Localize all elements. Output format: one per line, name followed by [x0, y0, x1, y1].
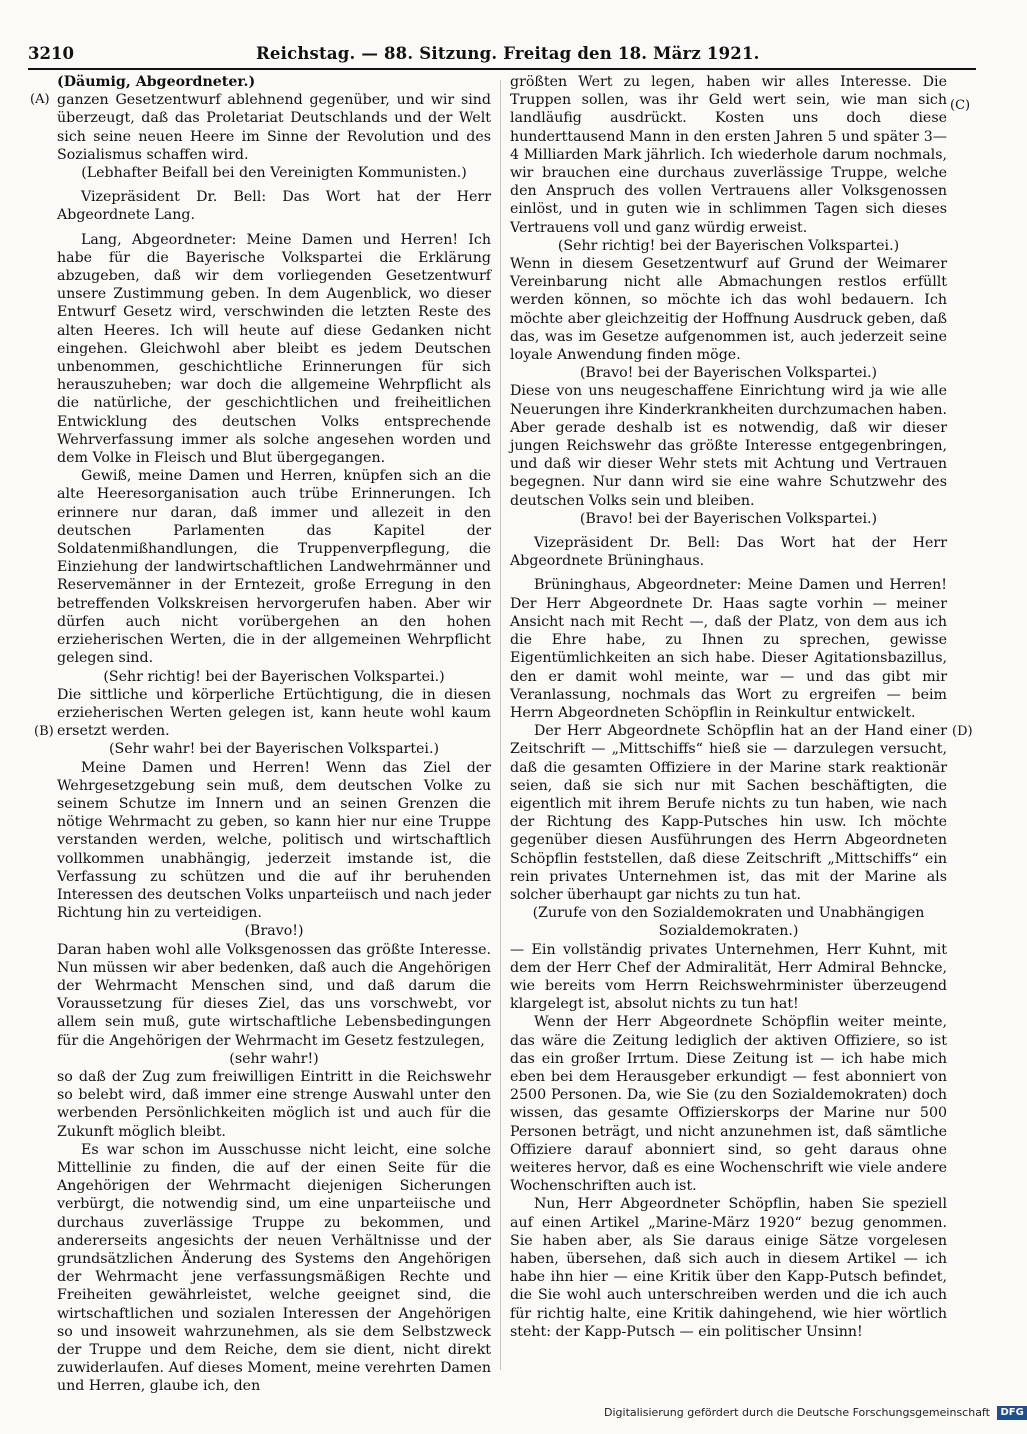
page-number: 3210 — [28, 44, 74, 63]
paragraph: Nun, Herr Abgeordneter Schöpflin, haben Sie speziell auf einen Artikel „Marine-März 1920“ bezug genommen. Sie haben aber, als Sie daraus einige Sätze vorgelesen haben, übersehen, daß sich auch in diesem Artikel — ich habe ihn hier — eine Kritik über den Kapp-Putsch befindet, die Sie wohl auch unterschreiben werden und die ich auch für richtig halte, eine Kritik dahingehend, wie hier wörtlich steht: der Kapp-Putsch — ein politischer Unsinn! — [510, 1196, 947, 1340]
dfg-logo: DFG — [997, 1406, 1026, 1420]
margin-mark-b: (B) — [34, 724, 54, 739]
interjection: (Bravo!) — [244, 923, 304, 940]
margin-mark-d: (D) — [952, 724, 973, 739]
margin-mark-a: (A) — [30, 92, 50, 107]
paragraph: Es war schon im Ausschusse nicht leicht, eine solche Mittellinie zu finden, die auf der einen Seite für die Angehörigen der Wehrmacht diejenigen Sicherungen verbürgt, die notwendig sind, um eine unparteiische und durchaus zuverlässige Truppe zu bekommen, und andererseits angesichts der neuen Verhältnisse und der grundsätzlichen Änderung des Systems den Angehörigen der Wehrmacht jene verfassungsmäßigen Rechte und Freiheiten gewährleistet, welche geeignet sind, die wirtschaftlichen und sozialen Interessen der Angehörigen so und insoweit wahrzunehmen, als sie dem Selbstzweck der Truppe und dem Reiche, dem sie dient, nicht direkt zuwiderlaufen. Auf dieses Moment, meine verehrten Damen und Herren, glaube ich, den — [57, 1141, 491, 1395]
interjection: (Bravo! bei der Bayerischen Volkspartei.) — [579, 510, 878, 527]
column-divider — [500, 80, 501, 1370]
interjection: (Sehr wahr! bei der Bayerischen Volkspartei.) — [108, 741, 440, 758]
interjection: (Sehr richtig! bei der Bayerischen Volkspartei.) — [557, 237, 900, 254]
paragraph: Wenn in diesem Gesetzentwurf auf Grund der Weimarer Vereinbarung nicht alle Abmachungen restlos erfüllt werden können, so möchte ich das wohl bedauern. Ich möchte aber gleichzeitig der Hoffnung Ausdruck geben, daß das, was im Gesetze aufgenommen ist, auch jederzeit seine loyale Anwendung finden möge. — [510, 256, 947, 364]
paragraph: Der Herr Abgeordnete Schöpflin hat an der Hand einer Zeitschrift — „Mittschiffs“ hieß sie — darzulegen versucht, daß die gesamten Offiziere in der Marine stark reaktionär seien, daß sie sich nur mit Sachen beschäftigten, die eigentlich mit ihrem Berufe nichts zu tun haben, wie nach der Richtung des Kapp-Putsches hin usw. Ich möchte gegenüber diesen Ausführungen des Herrn Abgeordneten Schöpflin feststellen, daß diese Zeitschrift „Mittschiffs“ ein rein privates Unternehmen ist, das mit der Marine als solcher überhaupt gar nichts zu tun hat. — [510, 723, 947, 903]
paragraph: Vizepräsident Dr. Bell: Das Wort hat der Herr Abgeordnete Lang. — [57, 189, 491, 224]
paragraph: ganzen Gesetzentwurf ablehnend gegenüber, und wir sind überzeugt, daß das Proletariat Deutschlands und der Welt sich seine neuen Heere im Sinne der Revolution und des Sozialismus schaffen wird. — [57, 92, 491, 163]
paragraph: Die sittliche und körperliche Ertüchtigung, die in diesen erzieherischen Werten gelegen ist, kann heute wohl kaum ersetzt werden. — [57, 686, 491, 740]
paragraph: Vizepräsident Dr. Bell: Das Wort hat der Herr Abgeordnete Brüninghaus. — [510, 535, 947, 570]
paragraph: — Ein vollständig privates Unternehmen, Herr Kuhnt, mit dem der Herr Chef der Admiralität, Herr Admiral Behncke, wie bereits vom Herrn Reichswehrminister überzeugend klargelegt ist, absolut nichts zu tun hat! — [510, 941, 947, 1013]
interjection: (Sehr richtig! bei der Bayerischen Volkspartei.) — [103, 668, 445, 685]
digitization-footer — [604, 1406, 1024, 1426]
interjection: (Zurufe von den Sozialdemokraten und Unabhängigen Sozialdemokraten.) — [532, 905, 925, 940]
paragraph: Daran haben wohl alle Volksgenossen das größte Interesse. Nun müssen wir aber bedenken, daß auch die Angehörigen der Wehrmacht Menschen sind, und daß darum die Voraussetzung für dieses Ziel, das uns vorschwebt, vor allem sein muß, gute wirtschaftliche Lebensbedingungen für die Angehörigen der Wehrmacht im Gesetz festzulegen, — [57, 941, 491, 1049]
running-title: Reichstag. — 88. Sitzung. Freitag den 18. März 1921. — [256, 44, 760, 63]
paragraph: größten Wert zu legen, haben wir alles Interesse. Die Truppen sollen, was ihr Geld wert sein, wie man sich landläufig ausdrückt. Kosten uns doch diese hunderttausend Mann in den ersten Jahren 5 und später 3—4 Milliarden Mark jährlich. Ich wiederhole darum nochmals, wir brauchen eine durchaus zuverlässige Truppe, welche den Anspruch des vollen Vertrauens aller Volksgenossen einlöst, und in guten wie in schlimmen Tagen sich dieses Vertrauens voll und ganz würdig erweist. — [510, 74, 947, 236]
paragraph: Wenn der Herr Abgeordnete Schöpflin weiter meinte, das wäre die Zeitung lediglich der aktiven Offiziere, so ist das ein großer Irrtum. Diese Zeitung ist — ich habe mich eben bei dem Herausgeber erkundigt — fest abonniert von 2500 Personen. Da, wie Sie (zu den Sozialdemokraten) doch wissen, das gesamte Offizierskorps der Marine nur 500 Personen beträgt, und nicht anzunehmen ist, daß sämtliche Offiziere darauf abonniert sind, so geht daraus ohne weiteres hervor, daß es eine Wochenschrift wie viele andere Wochenschriften auch ist. — [510, 1014, 947, 1195]
left-column — [57, 73, 491, 1395]
page-header — [28, 42, 973, 68]
header-rule — [28, 68, 976, 70]
paragraph: Lang, Abgeordneter: Meine Damen und Herren! Ich habe für die Bayerische Volkspartei die Erklärung abzugeben, daß wir dem vorliegenden Gesetzentwurf unsere Zustimmung geben. In dem Augenblick, wo dieser Entwurf Gesetz wird, verschwinden die letzten Reste des alten Heeres. Ich will heute auf diese Gedanken nicht eingehen. Gleichwohl aber bleibt es jedem Deutschen unbenommen, geschichtliche Erinnerungen für sich herauszuheben; war doch die allgemeine Wehrpflicht als die natürliche, der geschichtlichen und freiheitlichen Entwicklung des deutschen Volks entsprechende Wehrverfassung immer als solche angesehen worden und dem Volke in Fleisch und Blut übergegangen. — [57, 231, 491, 467]
interjection: (Lebhafter Beifall bei den Vereinigten Kommunisten.) — [81, 165, 467, 182]
paragraph: Diese von uns neugeschaffene Einrichtung wird ja wie alle Neuerungen ihre Kinderkrankheiten durchzumachen haben. Aber gerade deshalb ist es notwendig, daß wir dieser jungen Reichswehr das größte Interesse entgegenbringen, und daß wir dieser Wehr stets mit Achtung und Vertrauen begegnen. Nur dann wird sie eine wahre Schutzwehr des deutschen Volks sein und bleiben. — [510, 383, 947, 509]
paragraph: Gewiß, meine Damen und Herren, knüpfen sich an die alte Heeresorganisation auch trübe Erinnerungen. Ich erinnere nur daran, daß immer und allezeit in den deutschen Parlamenten das Kapitel der Soldatenmißhandlungen, die Truppenverpflegung, die Einziehung der landwirtschaftlichen Landwehrmänner und Reservemänner in der Erntezeit, große Erregung in den betreffenden Volkskreisen hervorgerufen haben. Aber wir dürfen auch nicht vorübergehen an den hohen erzieherischen Werten, die in der allgemeinen Wehrpflicht gelegen sind. — [57, 468, 491, 667]
interjection: (Bravo! bei der Bayerischen Volkspartei.) — [579, 365, 878, 382]
paragraph: so daß der Zug zum freiwilligen Eintritt in die Reichswehr so belebt wird, daß immer eine strenge Auswahl unter den werbenden Persönlichkeiten möglich ist und auch für die Zukunft möglich bleibt. — [57, 1068, 491, 1140]
interjection: (sehr wahr!) — [229, 1050, 319, 1067]
paragraph: Brüninghaus, Abgeordneter: Meine Damen und Herren! Der Herr Abgeordnete Dr. Haas sagte vorhin — meiner Ansicht nach mit Recht —, daß der Platz, von dem aus ich die Ehre habe, zu Ihnen zu sprechen, gewisse Eigentümlichkeiten an sich habe. Dieser Agitationsbazillus, den er damit wohl meinte, war — und das gibt mir Veranlassung, nochmals das Wort zu ergreifen — beim Herrn Abgeordneten Schöpflin in Reinkultur entwickelt. — [510, 577, 947, 721]
footer-text: Digitalisierung gefördert durch die Deutsche Forschungsgemeinschaft — [604, 1406, 990, 1419]
paragraph: Meine Damen und Herren! Wenn das Ziel der Wehrgesetzgebung sein muß, dem deutschen Volke zu seinem Schutze im Innern und an seinen Grenzen die nötige Wehrmacht zu geben, so kann hier nur eine Truppe verstanden werden, welche, politisch und wirtschaftlich vollkommen unabhängig, jederzeit imstande ist, die Verfassung zu schützen und die auf ihr beruhenden Interessen des deutschen Volks unparteiisch und nach jeder Richtung hin zu verteidigen. — [57, 759, 491, 922]
right-column — [510, 73, 947, 1373]
speaker-continuation: (Däumig, Abgeordneter.) — [57, 74, 256, 90]
margin-mark-c: (C) — [950, 98, 971, 113]
